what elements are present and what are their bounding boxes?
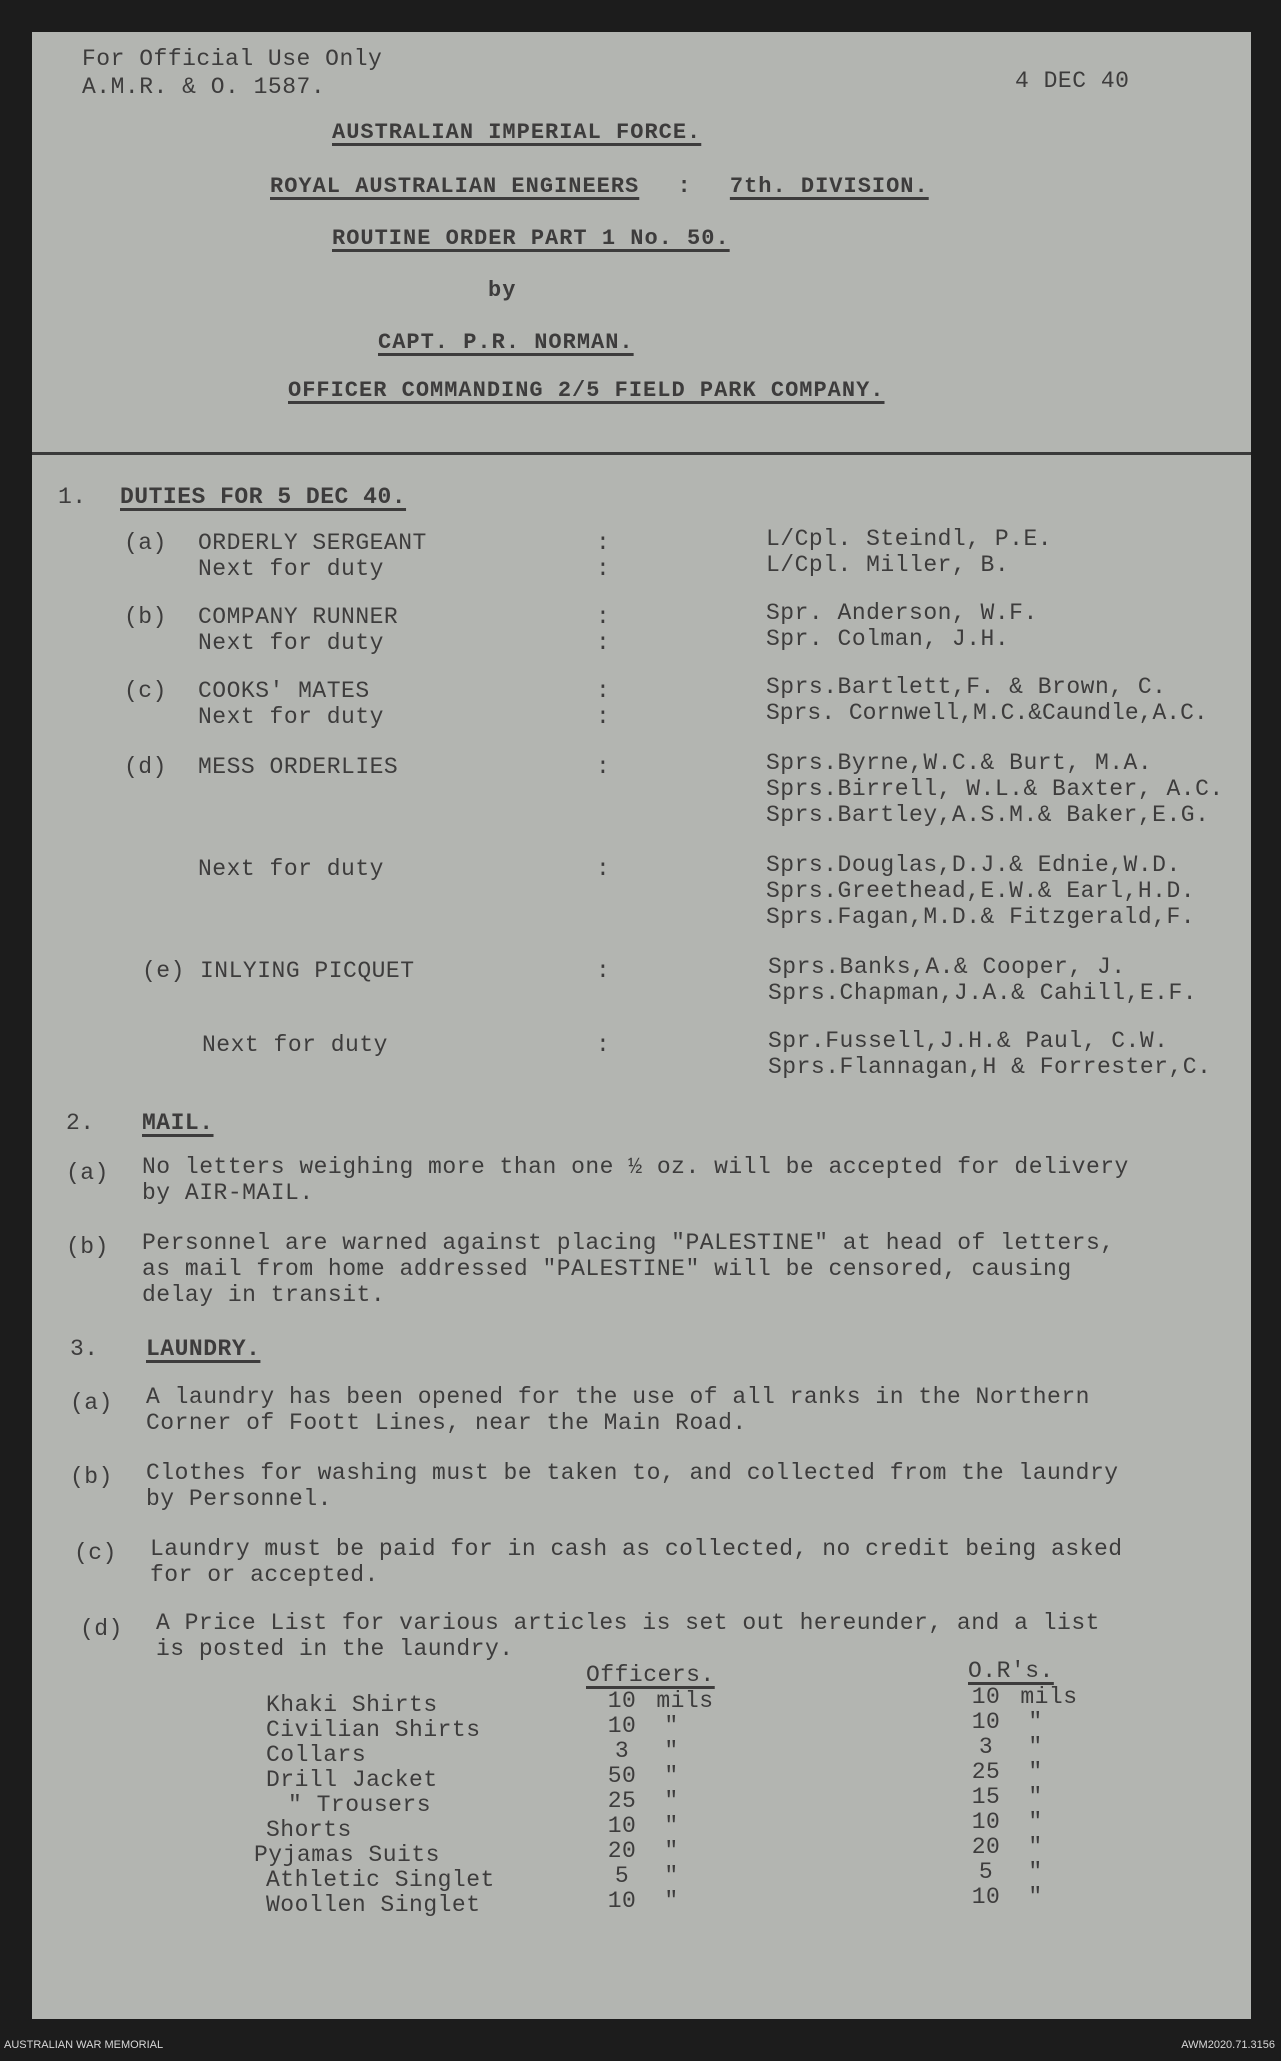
document-sheet (32, 32, 1251, 2019)
ditto-mark: " (664, 1713, 679, 1739)
item-letter: (a) (66, 1160, 109, 1186)
colon: : (596, 630, 611, 656)
price-officers (602, 1813, 679, 1839)
duty-person: Sprs.Chapman,J.A.& Cahill,E.F. (768, 980, 1198, 1006)
price-unit: mils (1020, 1684, 1078, 1710)
duty-name: INLYING PICQUET (200, 958, 415, 984)
price-value: 3 (614, 1738, 630, 1764)
duty-person: Sprs.Bartley,A.S.M.& Baker,E.G. (766, 802, 1210, 828)
duty-person: Spr. Anderson, W.F. (766, 600, 1038, 626)
section-heading-laundry: LAUNDRY. (146, 1336, 261, 1362)
price-ors (966, 1684, 1078, 1710)
price-value: 10 (971, 1684, 1001, 1710)
price-item-name: Woollen Singlet (266, 1892, 481, 1918)
price-item-name: Collars (266, 1742, 367, 1768)
price-value: 20 (607, 1838, 637, 1864)
colon: : (596, 678, 611, 704)
price-ors (966, 1784, 1043, 1810)
item-letter: (e) (142, 958, 185, 984)
officer-commanding: OFFICER COMMANDING 2/5 FIELD PARK COMPANY. (288, 378, 885, 403)
price-officers (602, 1838, 679, 1864)
ditto-mark: " (664, 1788, 679, 1814)
price-officers (602, 1863, 679, 1889)
paragraph-line: Personnel are warned against placing "PALESTINE" at head of letters, (142, 1230, 1115, 1256)
duty-next: Next for duty (198, 556, 384, 582)
item-letter: (b) (66, 1234, 109, 1260)
duty-next: Next for duty (202, 1032, 388, 1058)
price-value: 25 (607, 1788, 637, 1814)
ditto-mark: " (1028, 1859, 1043, 1885)
price-item-name: Athletic Singlet (266, 1867, 495, 1893)
duty-person: Sprs.Greethead,E.W.& Earl,H.D. (766, 878, 1196, 904)
title-division: 7th. DIVISION. (729, 174, 929, 199)
title-separator: : (677, 174, 692, 199)
price-item-name: Drill Jacket (266, 1767, 438, 1793)
item-letter: (a) (124, 530, 167, 556)
ditto-mark: " (664, 1738, 679, 1764)
price-ors (966, 1709, 1043, 1735)
paragraph-line: as mail from home addressed "PALESTINE" will be censored, causing (142, 1256, 1072, 1282)
price-unit: mils (656, 1688, 714, 1714)
section-heading-duties: DUTIES FOR 5 DEC 40. (120, 484, 407, 510)
title-aif: AUSTRALIAN IMPERIAL FORCE. (332, 120, 702, 145)
price-ors (966, 1759, 1043, 1785)
item-letter: (d) (80, 1616, 123, 1642)
column-header-ors: O.R's. (968, 1658, 1054, 1684)
colon: : (596, 856, 611, 882)
duty-person: Sprs. Cornwell,M.C.&Caundle,A.C. (766, 700, 1208, 726)
price-ors (966, 1809, 1043, 1835)
price-ors (966, 1834, 1043, 1860)
paragraph-line: by AIR-MAIL. (142, 1180, 314, 1206)
colon: : (596, 704, 611, 730)
duty-person: Sprs.Fagan,M.D.& Fitzgerald,F. (766, 904, 1196, 930)
duty-name: ORDERLY SERGEANT (198, 530, 427, 556)
price-item-name: Khaki Shirts (266, 1692, 438, 1718)
section-number: 2. (66, 1110, 95, 1136)
duty-name: COMPANY RUNNER (198, 604, 399, 630)
price-value: 10 (971, 1709, 1001, 1735)
duty-person: Sprs.Byrne,W.C.& Burt, M.A. (766, 750, 1153, 776)
footer-accession: AWM2020.71.3156 (1181, 2039, 1275, 2051)
price-value: 25 (971, 1759, 1001, 1785)
duty-person: Sprs.Birrell, W.L.& Baxter, A.C. (766, 776, 1224, 802)
item-letter: (b) (124, 604, 167, 630)
ditto-mark: " (664, 1863, 679, 1889)
title-routine-order: ROUTINE ORDER PART 1 No. 50. (332, 226, 730, 251)
title-rae: ROYAL AUSTRALIAN ENGINEERS (270, 174, 640, 199)
duty-person: L/Cpl. Steindl, P.E. (766, 526, 1053, 552)
duty-person: Sprs.Flannagan,H & Forrester,C. (768, 1054, 1212, 1080)
price-value: 3 (978, 1734, 994, 1760)
duty-next: Next for duty (198, 856, 384, 882)
paragraph-line: A laundry has been opened for the use of all ranks in the Northern (146, 1384, 1090, 1410)
paragraph-line: A Price List for various articles is set out hereunder, and a list (156, 1610, 1100, 1636)
ditto-mark: " (1028, 1759, 1043, 1785)
duty-person: Sprs.Bartlett,F. & Brown, C. (766, 674, 1167, 700)
paragraph-line: Laundry must be paid for in cash as collected, no credit being asked (150, 1536, 1123, 1562)
ditto-mark: " (1028, 1884, 1043, 1910)
price-value: 20 (971, 1834, 1001, 1860)
duty-next: Next for duty (198, 630, 384, 656)
amr-reference: A.M.R. & O. 1587. (82, 74, 326, 100)
paragraph-line: Clothes for washing must be taken to, and collected from the laundry (146, 1460, 1119, 1486)
price-officers (602, 1688, 714, 1714)
price-value: 10 (607, 1713, 637, 1739)
price-value: 15 (971, 1784, 1001, 1810)
colon: : (596, 604, 611, 630)
price-item-name: Shorts (266, 1817, 352, 1843)
price-value: 10 (607, 1813, 637, 1839)
official-use-line: For Official Use Only (82, 46, 383, 72)
ditto-mark: " (664, 1763, 679, 1789)
duty-person: Sprs.Banks,A.& Cooper, J. (768, 954, 1126, 980)
duty-next: Next for duty (198, 704, 384, 730)
duty-name: COOKS' MATES (198, 678, 370, 704)
ditto-mark: " (1028, 1709, 1043, 1735)
paragraph-line: by Personnel. (146, 1486, 332, 1512)
price-value: 10 (607, 1688, 637, 1714)
colon: : (596, 958, 611, 984)
price-ors (966, 1859, 1043, 1885)
price-value: 5 (614, 1863, 630, 1889)
paragraph-line: delay in transit. (142, 1282, 386, 1308)
price-item-name: Civilian Shirts (266, 1717, 481, 1743)
price-ors (966, 1734, 1043, 1760)
duty-person: L/Cpl. Miller, B. (766, 552, 1010, 578)
column-header-officers: Officers. (586, 1662, 715, 1688)
paragraph-line: is posted in the laundry. (156, 1636, 514, 1662)
price-value: 10 (971, 1809, 1001, 1835)
paragraph-line: for or accepted. (150, 1562, 379, 1588)
ditto-mark: " (664, 1838, 679, 1864)
price-officers (602, 1788, 679, 1814)
by-line: by (488, 278, 517, 303)
duty-person: Spr.Fussell,J.H.& Paul, C.W. (768, 1028, 1169, 1054)
item-letter: (c) (124, 678, 167, 704)
item-letter: (a) (70, 1390, 113, 1416)
title-rae-line (270, 174, 929, 199)
price-officers (602, 1763, 679, 1789)
price-item-name: Pyjamas Suits (254, 1842, 440, 1868)
officer-name: CAPT. P.R. NORMAN. (378, 330, 634, 355)
ditto-mark: " (1028, 1734, 1043, 1760)
ditto-mark: " (664, 1888, 679, 1914)
ditto-mark: " (1028, 1834, 1043, 1860)
colon: : (596, 754, 611, 780)
duty-person: Sprs.Douglas,D.J.& Ednie,W.D. (766, 852, 1181, 878)
ditto-mark: " (1028, 1784, 1043, 1810)
footer-credit: AUSTRALIAN WAR MEMORIAL (4, 2039, 164, 2051)
ditto-mark: " (664, 1813, 679, 1839)
section-number: 1. (58, 484, 87, 510)
price-officers (602, 1713, 679, 1739)
price-officers (602, 1738, 679, 1764)
item-letter: (c) (74, 1540, 117, 1566)
price-value: 5 (978, 1859, 994, 1885)
section-number: 3. (70, 1336, 99, 1362)
colon: : (596, 1032, 611, 1058)
item-letter: (b) (70, 1464, 113, 1490)
price-officers (602, 1888, 679, 1914)
price-value: 50 (607, 1763, 637, 1789)
item-letter: (d) (124, 754, 167, 780)
colon: : (596, 556, 611, 582)
price-value: 10 (971, 1884, 1001, 1910)
price-ors (966, 1884, 1043, 1910)
document-date: 4 DEC 40 (1015, 68, 1130, 94)
section-heading-mail: MAIL. (142, 1110, 214, 1136)
ditto-mark: " (1028, 1809, 1043, 1835)
duty-name: MESS ORDERLIES (198, 754, 399, 780)
paragraph-line: No letters weighing more than one ½ oz. will be accepted for delivery (142, 1154, 1129, 1180)
paragraph-line: Corner of Foott Lines, near the Main Road. (146, 1410, 747, 1436)
duty-person: Spr. Colman, J.H. (766, 626, 1010, 652)
header-rule (32, 452, 1251, 455)
colon: : (596, 530, 611, 556)
price-item-name: " Trousers (288, 1792, 432, 1818)
price-value: 10 (607, 1888, 637, 1914)
